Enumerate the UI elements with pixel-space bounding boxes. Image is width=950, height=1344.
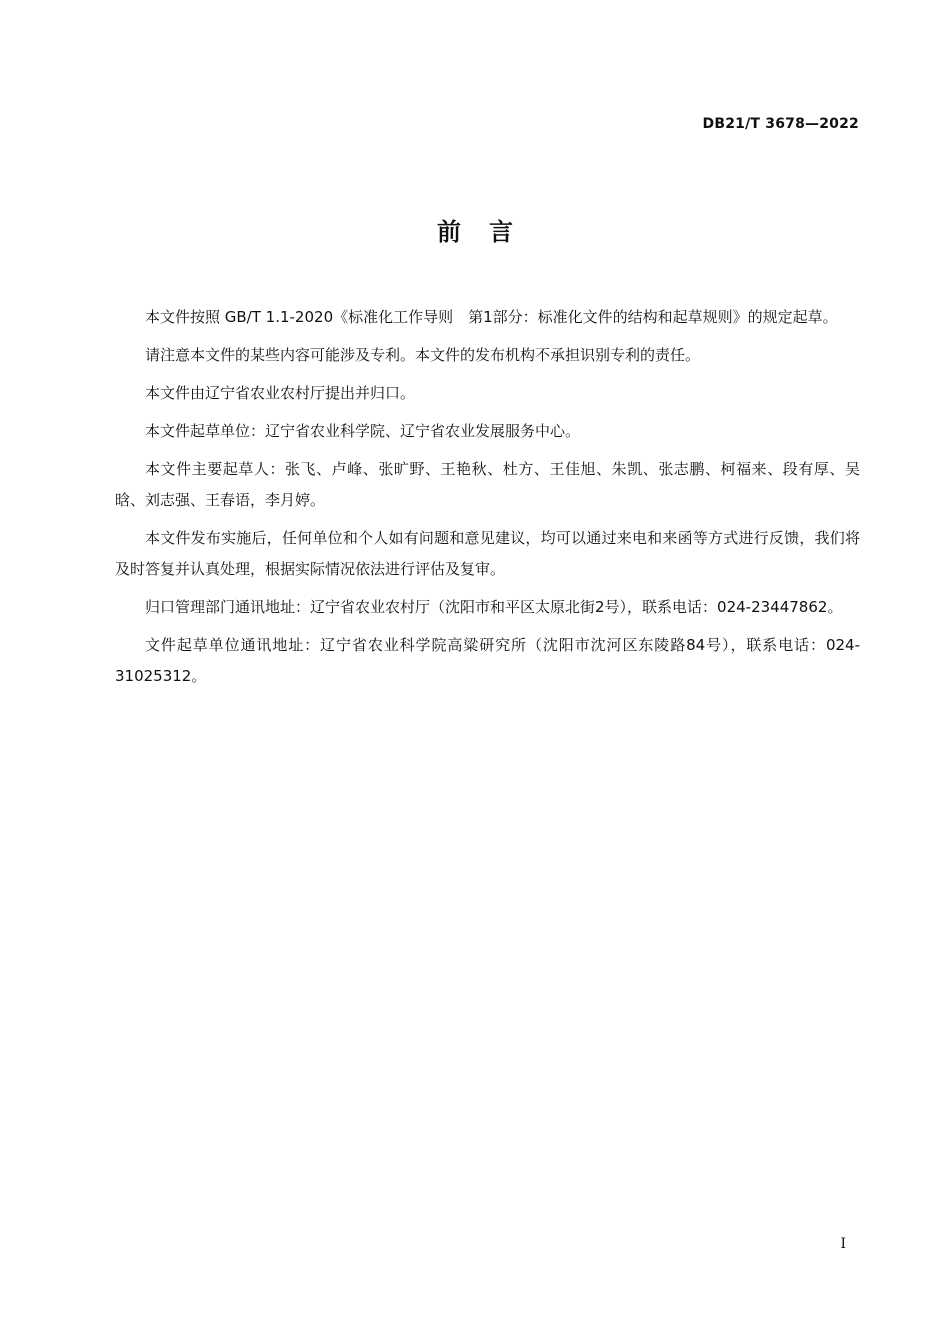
paragraph-patent-notice: 请注意本文件的某些内容可能涉及专利。本文件的发布机构不承担识别专利的责任。 (145, 346, 701, 364)
paragraph-drafting-rules: 本文件按照 GB/T 1.1-2020《标准化工作导则 第1部分：标准化文件的结构和起草规则》的规定起草。 (145, 308, 838, 326)
paragraph-authority-address: 归口管理部门通讯地址：辽宁省农业农村厅（沈阳市和平区太原北街2号），联系电话：024-23447862。 (145, 598, 843, 616)
page-title: 前言 (437, 218, 541, 246)
document-code: DB21/T 3678—2022 (702, 116, 859, 132)
page-number: I (840, 1236, 846, 1252)
paragraph-proposer: 本文件由辽宁省农业农村厅提出并归口。 (145, 384, 416, 402)
paragraph-drafting-units: 本文件起草单位：辽宁省农业科学院、辽宁省农业发展服务中心。 (145, 422, 581, 440)
paragraph-drafter-address: 文件起草单位通讯地址：辽宁省农业科学院高粱研究所（沈阳市沈河区东陵路84号），联系电话：024-31025312。 (115, 636, 860, 685)
foreword-body (115, 302, 860, 699)
paragraph-feedback: 本文件发布实施后，任何单位和个人如有问题和意见建议，均可以通过来电和来函等方式进行反馈，我们将及时答复并认真处理，根据实际情况依法进行评估及复审。 (115, 529, 860, 578)
paragraph-drafters: 本文件主要起草人：张飞、卢峰、张旷野、王艳秋、杜方、王佳旭、朱凯、张志鹏、柯福来、段有厚、吴晗、刘志强、王春语，李月婷。 (115, 460, 860, 509)
